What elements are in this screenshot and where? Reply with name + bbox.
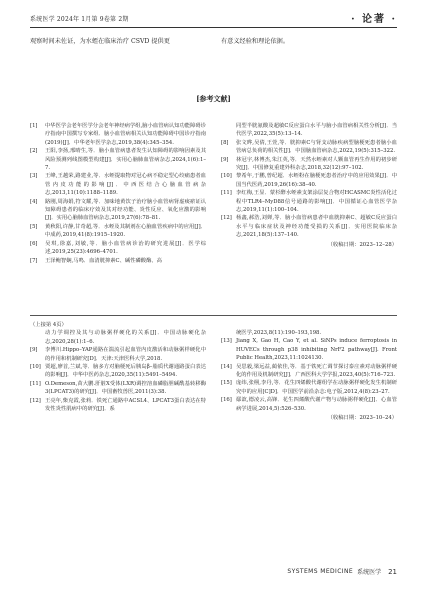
reference-text: 杨鑫,郝浩,刘婵,等．脑小血管病患者中血胱抑素C、超敏C反应蛋白水平与临床症状及神经功能受损的关系[J]．实用医院临床杂志,2021,18(5):137–140.	[236, 215, 397, 239]
reference-item	[221, 396, 397, 413]
reference-continuation: 动力学调控及其与动脉粥样硬化的关系[J]．中国动脉硬化杂志,2020,28(1):1–6.	[45, 330, 206, 345]
reference-number: [9]	[30, 347, 38, 354]
reference-item	[221, 156, 397, 173]
reference-number: [13]	[221, 338, 232, 345]
reference-item	[221, 379, 397, 396]
continued-right-column	[221, 329, 397, 422]
journal-info: 系统医学 2024年 1月第 9卷第 2期	[30, 16, 129, 23]
page-number: 21	[388, 567, 397, 576]
reference-text: O.Demeson,苗大鹏.肝脏X受体(LXR)调控溶血磷脂胆碱酰基转移酶3(LPCAT3)的研究[J]．中国畜牧兽医,2011(3):38.	[45, 380, 206, 396]
reference-item	[221, 337, 397, 362]
reference-number: [9]	[221, 156, 229, 163]
continued-from-label: （上接第 4页）	[30, 322, 67, 328]
received-date: （收稿日期：2023–10–24）	[327, 415, 397, 422]
reference-number: [12]	[30, 397, 41, 404]
continuation-right: 有意义经验和理论依据。	[221, 38, 290, 45]
reference-number: [6]	[30, 240, 38, 247]
reference-text: Jiang X, Gao H, Cao Y, et al. SiNPs induce ferroptosis in HUVECs through p38 inhibiting NrF2 pathway[J]. Front Public Health,2023,11:1024130.	[236, 338, 397, 362]
continuation-left: 观察时间未佐证，为水蛭在临床治疗 CSVD 提供更	[30, 38, 170, 45]
reference-item	[221, 189, 397, 214]
reference-item	[30, 380, 206, 397]
reference-number: [5]	[30, 223, 38, 230]
reference-continuation: 同型半胱氨酸及超敏C反应蛋白水平与脑小血管病相关性分析[J]．当代医学,2022,35(5):13–14.	[236, 123, 397, 138]
reference-number: [14]	[221, 363, 232, 370]
reference-number: [4]	[30, 198, 38, 205]
reference-text: 路刚,周海娟,符文耀,等．加味地黄饮子治疗脑小血管病肾虚痰瘀证认知障碍患者的临床疗效及其对经功能、炎性反应、氧化应激的影响[J]．实用心脑肺血管病杂志,2019,27(6):78–81.	[45, 198, 206, 222]
reference-number: [10]	[221, 173, 232, 180]
reference-item	[30, 147, 206, 172]
reference-text: 贾超,廖首,兰斌,等．脑多方对脑梗死后胰岛β–脂质代谢通路蛋白表达的影响[J]．中华中医药杂志,2020,35(11):5491–5494.	[45, 364, 206, 379]
reference-continuation: 统医学,2023,8(11):190–193,198.	[236, 330, 322, 336]
reference-text: 庞纬,张栩,李丹,等．花生四烯酸代谢组学在动脉粥样硬化发生机制研究中的应用[C]D]．中国医学前沿杂志:电子版,2012,4(8):23–27.	[236, 380, 397, 395]
page-footer	[287, 567, 397, 576]
references-right-column	[221, 122, 397, 249]
reference-item	[30, 397, 206, 414]
references-left-column	[30, 122, 206, 265]
reference-text: 李红梅,王显．蒙杉酵水蛭素支架涂层复合物对HCASMC炎性活化过程中TLR4–MyD88信号通路的影响[J]．中国循证心血管医学杂志,2019,11(1):100–104.	[236, 190, 397, 214]
reference-text: 王泽鲍智娴,马鸣．血清胱抑素C、碱性磷酸酶、高	[45, 257, 162, 264]
reference-number: [16]	[221, 397, 232, 404]
reference-text: 吴琪,徐嘉,刘敏,等．脑小血管病诊治的研究进展[J]．医学综述,2019,25(23):4696–4701.	[45, 240, 206, 256]
reference-number: [3]	[30, 173, 38, 180]
reference-item	[221, 172, 397, 189]
reference-item	[30, 346, 206, 363]
reference-item	[30, 363, 206, 380]
reference-number: [10]	[30, 364, 41, 371]
reference-number: [15]	[221, 380, 232, 387]
reference-number: [11]	[30, 380, 41, 387]
reference-text: 鄢歆,德凌云,高锋．花生四烯酸代谢产物与动脉粥样硬化[J]．心血管病学进展,2014,5):526–530.	[236, 397, 397, 412]
reference-item	[30, 240, 206, 257]
reference-text: 王亮年,柴克霞,张莉．铁死亡通路中ACSL4、LPCAT3蛋白表达在特发性炎性肌病中的研究[J]．系	[45, 397, 206, 413]
reference-text: 王峰,王越荣,路建业,等．水蛭提取物对冠心病不稳定型心绞痛患者血管内皮功能的影响[J]．中西医结合心脑血管病杂志,2013,11(10):1188–1189.	[45, 173, 206, 197]
reference-number: [8]	[221, 139, 229, 146]
received-date: （收稿日期：2023–12–28）	[327, 241, 397, 248]
section-tag: · 论著 ·	[351, 14, 397, 25]
reference-item	[221, 214, 397, 239]
reference-text: 李博川.Hippo–YAP通路在湍流引起血管内皮激活和动脉粥样硬化中的作用和机制研究[D]．天津:天津医科大学,2018.	[45, 347, 206, 362]
references-heading: [参考文献]	[196, 94, 231, 103]
reference-item	[30, 122, 206, 147]
continued-left-column	[30, 321, 206, 413]
reference-text: 林冠宇,林博杰,朱江英,等．天然水蛭素对人颗血管再生作用的初步研究[J]．中国修复重建外科杂志,2018,32(12):97–102.	[236, 156, 397, 172]
reference-number: [2]	[30, 148, 38, 155]
reference-item	[221, 363, 397, 380]
reference-text: 张文晔,吴倩,王萱,等．胱抑素C与肾支动脉疾病型脑梗死患者脑小血管病总负荷的相关性[J]．中国脑血管病杂志,2022,19(5):315–322.	[236, 139, 397, 155]
reference-text: 吴思毅,梁远益,蔺依佳,等．基于铁死亡调节探讨泰庄素对动脉粥样硬化的作用及机制研究[J]．广西医科大学学报,2023,40(5):716–723.	[236, 363, 397, 379]
reference-number: [7]	[30, 257, 38, 264]
reference-item	[30, 172, 206, 197]
reference-text: 中华医学会老年医学分会老年神经病学组,脑小血管病认知功能障碍诊疗指南中国撰写专家组．脑小血管病相关认知功能障碍中国诊疗指南(2019)[J]．中华老年医学杂志,2019,38(4):345–354.	[45, 123, 206, 146]
body-continuation	[30, 36, 397, 45]
page-header	[30, 8, 397, 28]
reference-number: [11]	[221, 190, 232, 197]
journal-name-cn: 系统医学	[357, 569, 382, 576]
reference-text: 黄秋阳,许静,甘奇超,等．水蛭及其制剂在心脑血管疾病中的应用[J]．中成药,2019,41(8):1915–1920.	[45, 223, 206, 239]
reference-number: [1]	[30, 123, 38, 129]
reference-text: 王阳,李扬,邢晴生,等．脑小血管病患者发生认知障碍的影响因素及其风险预测列线图模型构建[J]．实用心脑肺血管病杂志,2024,1(6):1–7.	[45, 148, 206, 172]
header-rule	[30, 27, 397, 28]
reference-item	[221, 139, 397, 156]
reference-number: [12]	[221, 215, 232, 222]
reference-item	[30, 223, 206, 240]
reference-item	[30, 198, 206, 223]
reference-item	[30, 257, 206, 265]
reference-text: 黎希年,于鹏,曾纪超．水蛭粉在脑梗死患者治疗中的应用效果[J]．中国当代医药,2019,26(16):38–40.	[236, 173, 397, 188]
section-divider	[30, 315, 397, 316]
journal-name-en: SYSTEMS MEDICINE	[287, 568, 354, 575]
